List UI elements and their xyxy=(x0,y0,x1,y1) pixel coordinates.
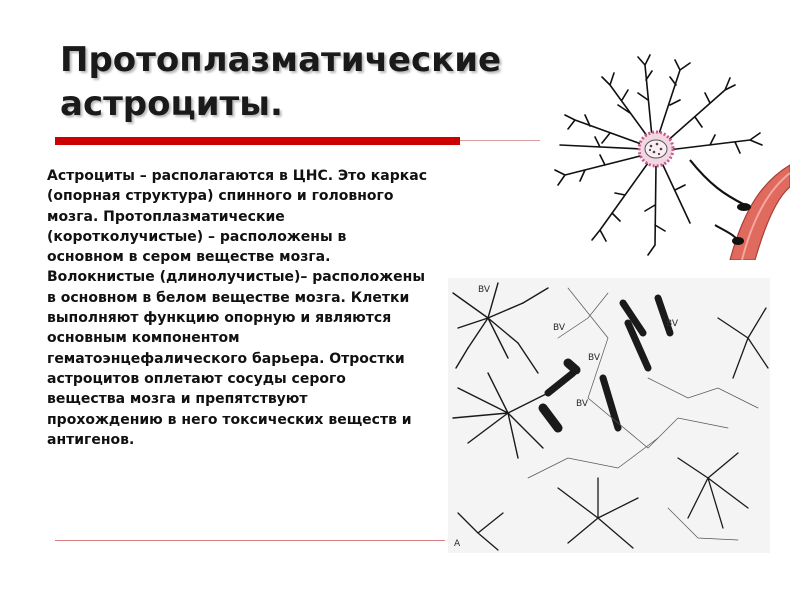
micrograph-label-bv-3: BV xyxy=(588,353,601,363)
slide-title-line2: астроциты. xyxy=(60,84,283,124)
astrocyte-micrograph xyxy=(448,278,770,553)
micrograph-label-bv-4: BV xyxy=(666,319,679,329)
slide-title xyxy=(60,38,540,126)
micrograph-label-bv-1: BV xyxy=(478,285,491,295)
body-paragraph: Астроциты – располагаются в ЦНС. Это каркас (опорная структура) спинного и головного мозга. Протоплазматические (коротколучистые) – расположены в основном в сером веществе мозга. Волокнистые (длинолучистые)– расположены в основном в белом веществе мозга. Клетки выполняют функцию опорную и являются основным компонентом гематоэнцефалического барьера. Отростки астроцитов оплетают сосуды серого вещества мозга и препятствуют прохождению в него токсических веществ и антигенов. xyxy=(47,168,428,448)
title-divider-line xyxy=(460,140,540,141)
micrograph-label-a: A xyxy=(454,539,461,549)
slide-title-line1: Протоплазматические xyxy=(60,40,502,80)
title-underline-bar xyxy=(55,137,460,145)
astrocyte-illustration xyxy=(540,45,790,260)
micrograph-label-bv-5: BV xyxy=(576,399,589,409)
micrograph-label-bv-2: BV xyxy=(553,323,566,333)
footer-divider-line xyxy=(55,540,445,541)
